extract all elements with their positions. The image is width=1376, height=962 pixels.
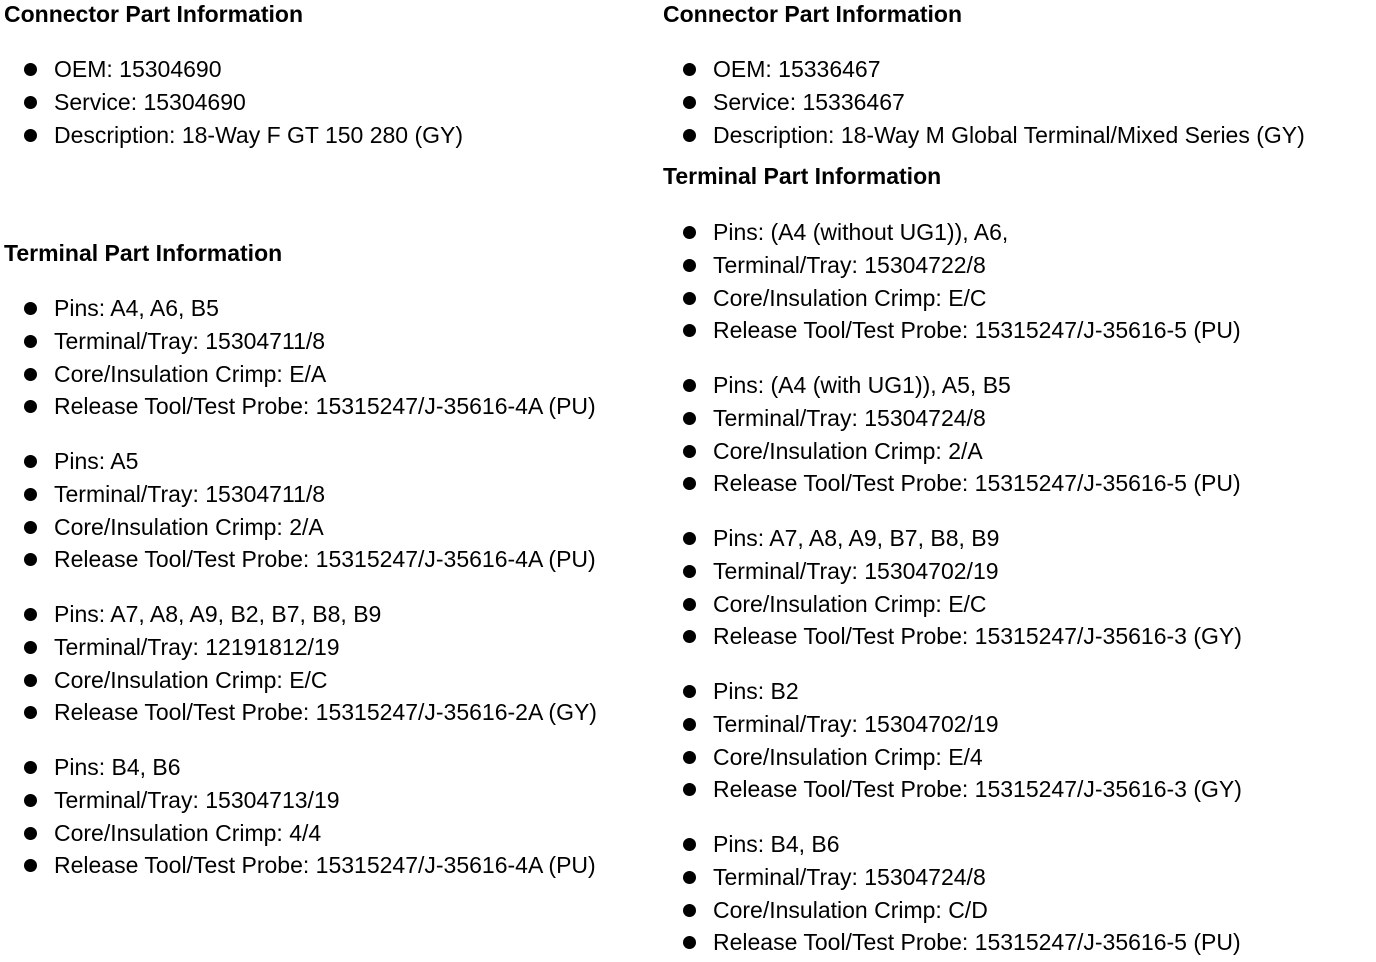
item-text: Pins: B4, B6 xyxy=(713,831,840,857)
terminal-group xyxy=(681,828,1241,959)
item-text: Release Tool/Test Probe: 15315247/J-35616-5 (PU) xyxy=(713,470,1241,497)
list-item xyxy=(22,511,596,544)
list-item xyxy=(681,588,1242,621)
connector-heading: Connector Part Information xyxy=(663,1,963,27)
bullet-icon xyxy=(683,226,696,239)
terminal-heading: Terminal Part Information xyxy=(663,163,942,189)
item-text: Core/Insulation Crimp: 4/4 xyxy=(54,819,322,846)
bullet-icon xyxy=(683,598,696,611)
list-item xyxy=(681,741,1242,774)
bullet-icon xyxy=(24,302,37,315)
list-item xyxy=(681,828,1241,861)
list-item xyxy=(22,53,463,86)
bullet-icon xyxy=(683,379,696,392)
item-text: OEM: 15304690 xyxy=(54,56,222,82)
bullet-icon xyxy=(24,368,37,381)
terminal-group xyxy=(681,216,1241,347)
item-text: Terminal/Tray: 15304702/19 xyxy=(713,557,999,584)
bullet-icon xyxy=(24,674,37,687)
item-text: Release Tool/Test Probe: 15315247/J-35616-5 (PU) xyxy=(713,929,1241,956)
bullet-icon xyxy=(24,129,37,142)
list-item xyxy=(681,402,1241,435)
list-item xyxy=(681,119,1305,152)
list-item xyxy=(681,894,1241,927)
list-item xyxy=(681,86,1305,119)
item-text: Release Tool/Test Probe: 15315247/J-35616-4A (PU) xyxy=(54,852,596,879)
list-item xyxy=(22,631,597,664)
item-text: Core/Insulation Crimp: E/C xyxy=(713,284,987,311)
bullet-icon xyxy=(24,455,37,468)
list-item xyxy=(681,522,1242,555)
bullet-icon xyxy=(683,477,696,490)
terminal-group xyxy=(681,522,1242,653)
terminal-group xyxy=(22,292,596,423)
bullet-icon xyxy=(24,400,37,413)
item-text: Terminal/Tray: 15304711/8 xyxy=(54,480,326,507)
list-item xyxy=(22,696,597,729)
item-text: Release Tool/Test Probe: 15315247/J-35616-5 (PU) xyxy=(713,317,1241,344)
item-text: Pins: A5 xyxy=(54,448,139,474)
item-text: Release Tool/Test Probe: 15315247/J-35616-4A (PU) xyxy=(54,546,596,573)
bullet-icon xyxy=(683,412,696,425)
item-text: Pins: B4, B6 xyxy=(54,754,181,780)
item-text: Pins: A7, A8, A9, B2, B7, B8, B9 xyxy=(54,601,382,627)
terminal-group xyxy=(681,675,1242,806)
bullet-icon xyxy=(683,63,696,76)
list-item xyxy=(681,773,1242,806)
list-item xyxy=(681,467,1241,500)
item-text: Release Tool/Test Probe: 15315247/J-35616-4A (PU) xyxy=(54,393,596,420)
list-item xyxy=(681,861,1241,894)
list-item xyxy=(681,620,1242,653)
item-text: OEM: 15336467 xyxy=(713,56,881,82)
bullet-icon xyxy=(683,630,696,643)
bullet-icon xyxy=(24,521,37,534)
list-item xyxy=(22,598,597,631)
list-item xyxy=(681,708,1242,741)
item-text: Terminal/Tray: 15304713/19 xyxy=(54,786,340,813)
item-text: Description: 18-Way M Global Terminal/Mixed Series (GY) xyxy=(713,121,1305,148)
bullet-icon xyxy=(24,859,37,872)
list-item xyxy=(681,314,1241,347)
bullet-icon xyxy=(683,904,696,917)
terminal-group xyxy=(681,369,1241,500)
item-text: Pins: B2 xyxy=(713,678,799,704)
item-text: Pins: A7, A8, A9, B7, B8, B9 xyxy=(713,525,1000,551)
bullet-icon xyxy=(24,335,37,348)
list-item xyxy=(22,292,596,325)
item-text: Terminal/Tray: 15304724/8 xyxy=(713,404,986,431)
item-text: Pins: A4, A6, B5 xyxy=(54,295,219,321)
item-text: Service: 15304690 xyxy=(54,88,246,115)
item-text: Core/Insulation Crimp: 2/A xyxy=(54,513,324,540)
list-item xyxy=(681,555,1242,588)
item-text: Terminal/Tray: 15304724/8 xyxy=(713,863,986,890)
bullet-icon xyxy=(683,445,696,458)
list-item xyxy=(22,325,596,358)
connector-heading: Connector Part Information xyxy=(4,1,304,27)
list-item xyxy=(22,664,597,697)
bullet-icon xyxy=(683,129,696,142)
list-item xyxy=(681,675,1242,708)
list-item xyxy=(22,358,596,391)
item-text: Core/Insulation Crimp: E/A xyxy=(54,360,327,387)
bullet-icon xyxy=(24,706,37,719)
list-item xyxy=(22,478,596,511)
bullet-icon xyxy=(24,641,37,654)
list-item xyxy=(22,543,596,576)
item-text: Release Tool/Test Probe: 15315247/J-35616-2A (GY) xyxy=(54,699,597,726)
terminal-group xyxy=(22,445,596,576)
item-text: Pins: (A4 (without UG1)), A6, xyxy=(713,219,1009,245)
list-item xyxy=(681,282,1241,315)
list-item xyxy=(22,751,596,784)
item-text: Core/Insulation Crimp: E/C xyxy=(54,666,328,693)
list-item xyxy=(22,119,463,152)
bullet-icon xyxy=(24,827,37,840)
item-text: Pins: (A4 (with UG1)), A5, B5 xyxy=(713,372,1011,398)
list-item xyxy=(681,369,1241,402)
bullet-icon xyxy=(683,96,696,109)
bullet-icon xyxy=(683,936,696,949)
bullet-icon xyxy=(683,565,696,578)
list-item xyxy=(22,784,596,817)
list-item xyxy=(681,926,1241,959)
bullet-icon xyxy=(683,324,696,337)
bullet-icon xyxy=(683,751,696,764)
item-text: Terminal/Tray: 15304711/8 xyxy=(54,327,326,354)
list-item xyxy=(681,435,1241,468)
item-text: Service: 15336467 xyxy=(713,88,905,115)
list-item xyxy=(681,53,1305,86)
terminal-heading: Terminal Part Information xyxy=(4,240,283,266)
item-text: Release Tool/Test Probe: 15315247/J-35616-3 (GY) xyxy=(713,776,1242,803)
bullet-icon xyxy=(683,718,696,731)
bullet-icon xyxy=(683,783,696,796)
item-text: Release Tool/Test Probe: 15315247/J-35616-3 (GY) xyxy=(713,623,1242,650)
bullet-icon xyxy=(683,871,696,884)
list-item xyxy=(22,86,463,119)
item-text: Core/Insulation Crimp: 2/A xyxy=(713,437,983,464)
bullet-icon xyxy=(683,685,696,698)
terminal-group xyxy=(22,751,596,882)
bullet-icon xyxy=(24,488,37,501)
list-item xyxy=(681,216,1241,249)
bullet-icon xyxy=(24,553,37,566)
list-item xyxy=(22,445,596,478)
bullet-icon xyxy=(683,259,696,272)
item-text: Terminal/Tray: 15304722/8 xyxy=(713,251,986,278)
list-item xyxy=(22,849,596,882)
bullet-icon xyxy=(683,532,696,545)
connector-list xyxy=(681,53,1305,151)
connector-list xyxy=(22,53,463,151)
bullet-icon xyxy=(24,63,37,76)
terminal-group xyxy=(22,598,597,729)
item-text: Terminal/Tray: 15304702/19 xyxy=(713,710,999,737)
bullet-icon xyxy=(24,761,37,774)
bullet-icon xyxy=(24,96,37,109)
list-item xyxy=(22,817,596,850)
bullet-icon xyxy=(683,292,696,305)
item-text: Terminal/Tray: 12191812/19 xyxy=(54,633,340,660)
item-text: Core/Insulation Crimp: E/4 xyxy=(713,743,983,770)
list-item xyxy=(22,390,596,423)
item-text: Description: 18-Way F GT 150 280 (GY) xyxy=(54,121,464,148)
bullet-icon xyxy=(24,608,37,621)
item-text: Core/Insulation Crimp: E/C xyxy=(713,590,987,617)
bullet-icon xyxy=(683,838,696,851)
bullet-icon xyxy=(24,794,37,807)
list-item xyxy=(681,249,1241,282)
item-text: Core/Insulation Crimp: C/D xyxy=(713,896,988,923)
